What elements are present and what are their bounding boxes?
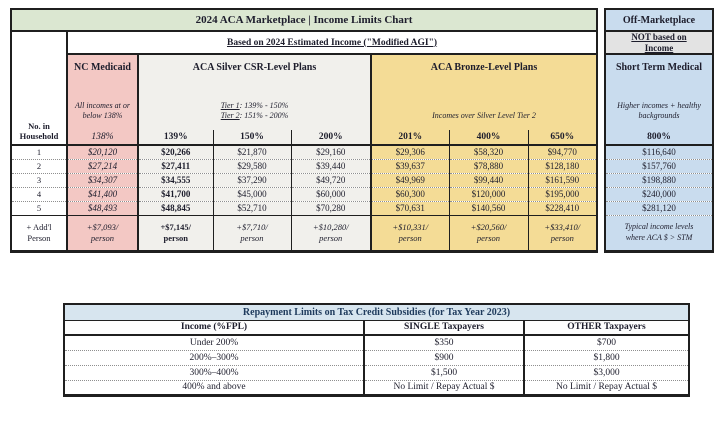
household-count: 3 xyxy=(11,173,67,187)
table-row xyxy=(64,335,689,350)
table-row xyxy=(605,173,713,187)
table-row xyxy=(605,159,713,173)
addl-person-label: + Add'l Person xyxy=(11,215,67,251)
table-row xyxy=(11,159,597,173)
medicaid-subtitle: All incomes at or below 138% xyxy=(75,101,130,120)
income-range: 300%–400% xyxy=(64,365,364,380)
val-139: $20,266 xyxy=(138,145,213,159)
other-limit: $1,800 xyxy=(524,350,689,365)
single-limit: $900 xyxy=(364,350,524,365)
addl-650: +$33,410/ person xyxy=(528,215,597,251)
val-400: $78,880 xyxy=(449,159,528,173)
addl-400: +$20,560/ person xyxy=(449,215,528,251)
household-count: 4 xyxy=(11,187,67,201)
val-200: $39,440 xyxy=(291,159,371,173)
income-range: Under 200% xyxy=(64,335,364,350)
val-400: $120,000 xyxy=(449,187,528,201)
tier2-label: Tier 2 xyxy=(220,111,240,120)
val-138: $34,307 xyxy=(67,173,138,187)
table-row xyxy=(11,145,597,159)
val-139: $48,845 xyxy=(138,201,213,215)
silver-group-header xyxy=(138,54,371,130)
single-limit: $1,500 xyxy=(364,365,524,380)
addl-139: +$7,145/ person xyxy=(138,215,213,251)
pct-200: 200% xyxy=(291,130,371,145)
off-marketplace-title: Off-Marketplace xyxy=(605,9,713,31)
nc-medicaid-group-header xyxy=(67,54,138,130)
table-row xyxy=(64,380,689,395)
household-count: 2 xyxy=(11,159,67,173)
household-header-line2: Household xyxy=(19,131,59,142)
table-row xyxy=(11,31,597,54)
main-table-title: 2024 ACA Marketplace | Income Limits Chart xyxy=(11,9,597,31)
table-row xyxy=(11,9,597,31)
table-row xyxy=(605,9,713,31)
table-row xyxy=(605,130,713,145)
val-138: $27,214 xyxy=(67,159,138,173)
pct-650: 650% xyxy=(528,130,597,145)
table-row xyxy=(11,173,597,187)
subtitle-text: Based on 2024 Estimated Income ("Modified AGI") xyxy=(226,37,438,48)
medicaid-title: NC Medicaid xyxy=(74,62,131,73)
silver-tiers xyxy=(221,101,289,121)
other-limit: $3,000 xyxy=(524,365,689,380)
income-range: 200%–300% xyxy=(64,350,364,365)
stm-title: Short Term Medical xyxy=(615,62,703,73)
val-150: $37,290 xyxy=(213,173,291,187)
single-limit: No Limit / Repay Actual $ xyxy=(364,380,524,395)
val-800: $157,760 xyxy=(605,159,713,173)
table-row xyxy=(11,201,597,215)
val-200: $70,280 xyxy=(291,201,371,215)
table-row xyxy=(64,350,689,365)
val-201: $70,631 xyxy=(371,201,449,215)
col-header-other: OTHER Taxpayers xyxy=(524,320,689,335)
stm-subtitle: Higher incomes + healthy backgrounds xyxy=(617,101,701,120)
val-138: $41,400 xyxy=(67,187,138,201)
val-650: $195,000 xyxy=(528,187,597,201)
tier1-label: Tier 1 xyxy=(220,101,240,110)
val-400: $99,440 xyxy=(449,173,528,187)
income-range: 400% and above xyxy=(64,380,364,395)
bronze-title: ACA Bronze-Level Plans xyxy=(430,62,538,73)
stm-footer-note: Typical income levels where ACA $ > STM xyxy=(605,215,713,251)
repayment-limits-table xyxy=(63,303,690,397)
table-row xyxy=(605,54,713,130)
tier1-range: : 139% - 150% xyxy=(239,101,289,110)
income-limits-table xyxy=(10,8,598,253)
silver-title: ACA Silver CSR-Level Plans xyxy=(192,62,317,73)
col-header-single: SINGLE Taxpayers xyxy=(364,320,524,335)
addl-201: +$10,331/ person xyxy=(371,215,449,251)
addl-200: +$10,280/ person xyxy=(291,215,371,251)
val-800: $281,120 xyxy=(605,201,713,215)
pct-400: 400% xyxy=(449,130,528,145)
table-row xyxy=(64,365,689,380)
val-138: $48,493 xyxy=(67,201,138,215)
val-201: $39,637 xyxy=(371,159,449,173)
val-150: $29,580 xyxy=(213,159,291,173)
val-650: $128,180 xyxy=(528,159,597,173)
val-150: $21,870 xyxy=(213,145,291,159)
tier2-range: : 151% - 200% xyxy=(239,111,289,120)
bronze-group-header xyxy=(371,54,597,130)
table-row xyxy=(605,187,713,201)
pct-150: 150% xyxy=(213,130,291,145)
val-139: $27,411 xyxy=(138,159,213,173)
table-row xyxy=(605,201,713,215)
household-header-line1: No. in xyxy=(28,121,50,132)
table-row xyxy=(64,320,689,335)
addl-150: +$7,710/ person xyxy=(213,215,291,251)
household-count: 5 xyxy=(11,201,67,215)
val-201: $29,306 xyxy=(371,145,449,159)
bronze-subtitle: Incomes over Silver Level Tier 2 xyxy=(432,111,536,120)
val-400: $140,560 xyxy=(449,201,528,215)
col-header-income: Income (%FPL) xyxy=(64,320,364,335)
val-800: $116,640 xyxy=(605,145,713,159)
pct-138: 138% xyxy=(67,130,138,145)
off-marketplace-table xyxy=(604,8,714,253)
val-200: $29,160 xyxy=(291,145,371,159)
pct-800: 800% xyxy=(605,130,713,145)
table-row xyxy=(605,31,713,54)
val-650: $161,590 xyxy=(528,173,597,187)
table-row xyxy=(11,54,597,130)
val-138: $20,120 xyxy=(67,145,138,159)
based-on-income-subtitle xyxy=(67,31,597,54)
short-term-medical-header xyxy=(605,54,713,130)
household-column-header xyxy=(11,31,67,145)
val-200: $60,000 xyxy=(291,187,371,201)
val-201: $60,300 xyxy=(371,187,449,201)
val-800: $198,880 xyxy=(605,173,713,187)
pct-139: 139% xyxy=(138,130,213,145)
other-limit: No Limit / Repay Actual $ xyxy=(524,380,689,395)
not-based-on-income-note: NOT based on Income xyxy=(605,31,713,54)
table-row xyxy=(11,187,597,201)
val-150: $52,710 xyxy=(213,201,291,215)
val-139: $34,555 xyxy=(138,173,213,187)
val-800: $240,000 xyxy=(605,187,713,201)
val-201: $49,969 xyxy=(371,173,449,187)
other-limit: $700 xyxy=(524,335,689,350)
table-row xyxy=(605,145,713,159)
addl-138: +$7,093/ person xyxy=(67,215,138,251)
additional-person-row xyxy=(11,215,597,251)
table-row xyxy=(605,215,713,251)
val-400: $58,320 xyxy=(449,145,528,159)
val-139: $41,700 xyxy=(138,187,213,201)
percent-header-row xyxy=(11,130,597,145)
table-row xyxy=(64,304,689,320)
val-650: $94,770 xyxy=(528,145,597,159)
pct-201: 201% xyxy=(371,130,449,145)
repayment-table-title: Repayment Limits on Tax Credit Subsidies (for Tax Year 2023) xyxy=(64,304,689,320)
val-650: $228,410 xyxy=(528,201,597,215)
val-200: $49,720 xyxy=(291,173,371,187)
household-count: 1 xyxy=(11,145,67,159)
val-150: $45,000 xyxy=(213,187,291,201)
single-limit: $350 xyxy=(364,335,524,350)
